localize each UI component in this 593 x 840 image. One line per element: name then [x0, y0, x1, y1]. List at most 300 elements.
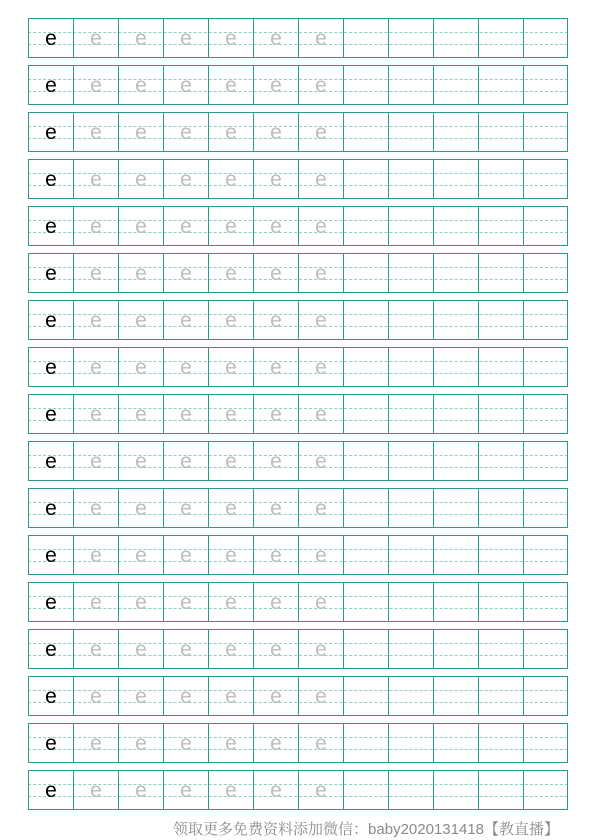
trace-letter: e: [225, 638, 237, 661]
blank-practice-cell: [433, 301, 478, 339]
practice-row: [28, 394, 568, 434]
trace-letter: e: [270, 450, 282, 473]
trace-letter: e: [180, 450, 192, 473]
trace-letter: e: [225, 215, 237, 238]
trace-letter: e: [135, 591, 147, 614]
trace-letter: e: [225, 262, 237, 285]
trace-letter-cell: [208, 677, 253, 715]
blank-practice-cell: [523, 724, 568, 762]
trace-letter: e: [225, 121, 237, 144]
model-letter-cell: [28, 301, 73, 339]
trace-letter-cell: [73, 66, 118, 104]
trace-letter-cell: [208, 489, 253, 527]
blank-practice-cell: [433, 160, 478, 198]
trace-letter-cell: [208, 207, 253, 245]
trace-letter: e: [90, 732, 102, 755]
blank-practice-cell: [343, 489, 388, 527]
trace-letter: e: [135, 27, 147, 50]
trace-letter: e: [135, 544, 147, 567]
trace-letter-cell: [118, 207, 163, 245]
blank-practice-cell: [433, 583, 478, 621]
blank-practice-cell: [388, 536, 433, 574]
trace-letter-cell: [73, 348, 118, 386]
trace-letter: e: [315, 450, 327, 473]
trace-letter: e: [90, 27, 102, 50]
trace-letter-cell: [163, 583, 208, 621]
trace-letter: e: [270, 121, 282, 144]
trace-letter-cell: [73, 677, 118, 715]
model-letter-cell: [28, 630, 73, 668]
model-letter-cell: [28, 583, 73, 621]
trace-letter: e: [315, 732, 327, 755]
blank-practice-cell: [523, 19, 568, 57]
trace-letter-cell: [163, 19, 208, 57]
trace-letter: e: [180, 497, 192, 520]
trace-letter: e: [225, 732, 237, 755]
blank-practice-cell: [478, 19, 523, 57]
blank-practice-cell: [343, 677, 388, 715]
trace-letter: e: [135, 450, 147, 473]
trace-letter: e: [135, 638, 147, 661]
blank-practice-cell: [523, 348, 568, 386]
blank-practice-cell: [343, 771, 388, 809]
trace-letter-cell: [253, 630, 298, 668]
model-letter: e: [45, 27, 57, 50]
blank-practice-cell: [523, 677, 568, 715]
practice-row: [28, 253, 568, 293]
trace-letter-cell: [118, 442, 163, 480]
blank-practice-cell: [523, 489, 568, 527]
trace-letter: e: [315, 544, 327, 567]
trace-letter: e: [135, 497, 147, 520]
blank-practice-cell: [523, 583, 568, 621]
blank-practice-cell: [478, 395, 523, 433]
trace-letter-cell: [73, 160, 118, 198]
model-letter-cell: [28, 724, 73, 762]
blank-practice-cell: [478, 442, 523, 480]
trace-letter-cell: [163, 395, 208, 433]
trace-letter-cell: [163, 348, 208, 386]
trace-letter-cell: [298, 254, 343, 292]
blank-practice-cell: [433, 771, 478, 809]
trace-letter: e: [180, 27, 192, 50]
blank-practice-cell: [523, 395, 568, 433]
practice-row: [28, 441, 568, 481]
trace-letter-cell: [298, 113, 343, 151]
trace-letter-cell: [298, 207, 343, 245]
trace-letter: e: [180, 309, 192, 332]
trace-letter-cell: [253, 160, 298, 198]
blank-practice-cell: [388, 630, 433, 668]
trace-letter: e: [270, 262, 282, 285]
trace-letter: e: [90, 450, 102, 473]
trace-letter-cell: [208, 66, 253, 104]
trace-letter-cell: [208, 301, 253, 339]
blank-practice-cell: [388, 348, 433, 386]
trace-letter: e: [315, 27, 327, 50]
trace-letter-cell: [253, 113, 298, 151]
blank-practice-cell: [388, 207, 433, 245]
trace-letter: e: [270, 779, 282, 802]
trace-letter: e: [90, 74, 102, 97]
trace-letter-cell: [73, 207, 118, 245]
trace-letter-cell: [163, 771, 208, 809]
trace-letter-cell: [208, 771, 253, 809]
trace-letter: e: [180, 732, 192, 755]
trace-letter: e: [180, 168, 192, 191]
trace-letter-cell: [208, 160, 253, 198]
blank-practice-cell: [523, 254, 568, 292]
blank-practice-cell: [433, 66, 478, 104]
blank-practice-cell: [478, 677, 523, 715]
blank-practice-cell: [478, 160, 523, 198]
model-letter-cell: [28, 348, 73, 386]
practice-row: [28, 770, 568, 810]
model-letter: e: [45, 732, 57, 755]
practice-row: [28, 347, 568, 387]
trace-letter: e: [135, 779, 147, 802]
blank-practice-cell: [343, 66, 388, 104]
blank-practice-cell: [388, 489, 433, 527]
trace-letter: e: [270, 168, 282, 191]
blank-practice-cell: [433, 395, 478, 433]
trace-letter: e: [225, 403, 237, 426]
trace-letter: e: [135, 121, 147, 144]
trace-letter: e: [270, 732, 282, 755]
blank-practice-cell: [478, 771, 523, 809]
model-letter-cell: [28, 489, 73, 527]
practice-row: [28, 676, 568, 716]
trace-letter-cell: [298, 348, 343, 386]
blank-practice-cell: [523, 301, 568, 339]
practice-row: [28, 535, 568, 575]
blank-practice-cell: [523, 113, 568, 151]
blank-practice-cell: [388, 442, 433, 480]
blank-practice-cell: [478, 301, 523, 339]
trace-letter-cell: [163, 160, 208, 198]
trace-letter-cell: [208, 113, 253, 151]
trace-letter-cell: [298, 301, 343, 339]
trace-letter-cell: [298, 724, 343, 762]
trace-letter-cell: [73, 395, 118, 433]
trace-letter-cell: [253, 207, 298, 245]
trace-letter-cell: [73, 536, 118, 574]
blank-practice-cell: [433, 254, 478, 292]
practice-row: [28, 65, 568, 105]
trace-letter-cell: [208, 19, 253, 57]
trace-letter: e: [315, 309, 327, 332]
trace-letter-cell: [163, 254, 208, 292]
blank-practice-cell: [388, 254, 433, 292]
trace-letter-cell: [253, 301, 298, 339]
blank-practice-cell: [343, 254, 388, 292]
trace-letter-cell: [253, 254, 298, 292]
blank-practice-cell: [478, 254, 523, 292]
trace-letter-cell: [298, 677, 343, 715]
blank-practice-cell: [388, 583, 433, 621]
trace-letter-cell: [118, 536, 163, 574]
blank-practice-cell: [343, 442, 388, 480]
trace-letter: e: [135, 685, 147, 708]
trace-letter-cell: [253, 66, 298, 104]
trace-letter-cell: [118, 113, 163, 151]
blank-practice-cell: [388, 301, 433, 339]
trace-letter: e: [270, 544, 282, 567]
blank-practice-cell: [388, 677, 433, 715]
blank-practice-cell: [433, 677, 478, 715]
model-letter-cell: [28, 395, 73, 433]
trace-letter-cell: [73, 442, 118, 480]
trace-letter: e: [315, 497, 327, 520]
trace-letter-cell: [253, 677, 298, 715]
trace-letter: e: [90, 779, 102, 802]
trace-letter: e: [315, 262, 327, 285]
trace-letter: e: [270, 685, 282, 708]
blank-practice-cell: [388, 395, 433, 433]
model-letter: e: [45, 74, 57, 97]
model-letter: e: [45, 685, 57, 708]
model-letter-cell: [28, 19, 73, 57]
model-letter: e: [45, 544, 57, 567]
blank-practice-cell: [478, 536, 523, 574]
model-letter: e: [45, 497, 57, 520]
practice-row: [28, 582, 568, 622]
blank-practice-cell: [523, 771, 568, 809]
blank-practice-cell: [523, 630, 568, 668]
trace-letter: e: [270, 497, 282, 520]
trace-letter: e: [315, 779, 327, 802]
trace-letter: e: [315, 685, 327, 708]
blank-practice-cell: [343, 301, 388, 339]
trace-letter: e: [90, 403, 102, 426]
trace-letter: e: [90, 591, 102, 614]
trace-letter: e: [90, 121, 102, 144]
trace-letter-cell: [163, 536, 208, 574]
trace-letter-cell: [118, 19, 163, 57]
trace-letter: e: [180, 356, 192, 379]
trace-letter-cell: [118, 254, 163, 292]
trace-letter: e: [90, 544, 102, 567]
model-letter: e: [45, 356, 57, 379]
trace-letter: e: [225, 685, 237, 708]
model-letter-cell: [28, 771, 73, 809]
trace-letter-cell: [118, 489, 163, 527]
practice-row: [28, 112, 568, 152]
blank-practice-cell: [433, 489, 478, 527]
trace-letter: e: [315, 591, 327, 614]
trace-letter: e: [90, 356, 102, 379]
trace-letter: e: [135, 403, 147, 426]
trace-letter: e: [270, 27, 282, 50]
model-letter-cell: [28, 113, 73, 151]
trace-letter-cell: [253, 771, 298, 809]
trace-letter-cell: [163, 724, 208, 762]
blank-practice-cell: [433, 113, 478, 151]
blank-practice-cell: [523, 66, 568, 104]
trace-letter: e: [225, 450, 237, 473]
trace-letter-cell: [208, 536, 253, 574]
trace-letter: e: [90, 215, 102, 238]
trace-letter-cell: [163, 66, 208, 104]
trace-letter-cell: [298, 536, 343, 574]
trace-letter-cell: [253, 536, 298, 574]
trace-letter: e: [135, 309, 147, 332]
blank-practice-cell: [433, 442, 478, 480]
trace-letter-cell: [73, 630, 118, 668]
trace-letter-cell: [163, 301, 208, 339]
blank-practice-cell: [478, 630, 523, 668]
model-letter: e: [45, 215, 57, 238]
model-letter-cell: [28, 442, 73, 480]
trace-letter-cell: [253, 442, 298, 480]
practice-row: [28, 18, 568, 58]
trace-letter-cell: [118, 160, 163, 198]
blank-practice-cell: [523, 536, 568, 574]
trace-letter: e: [180, 591, 192, 614]
model-letter-cell: [28, 207, 73, 245]
blank-practice-cell: [478, 66, 523, 104]
blank-practice-cell: [343, 348, 388, 386]
model-letter: e: [45, 121, 57, 144]
trace-letter: e: [270, 74, 282, 97]
trace-letter-cell: [118, 724, 163, 762]
trace-letter: e: [135, 168, 147, 191]
blank-practice-cell: [388, 771, 433, 809]
trace-letter: e: [225, 168, 237, 191]
trace-letter: e: [90, 262, 102, 285]
trace-letter-cell: [253, 395, 298, 433]
trace-letter: e: [180, 685, 192, 708]
trace-letter-cell: [73, 771, 118, 809]
trace-letter-cell: [73, 583, 118, 621]
trace-letter-cell: [298, 66, 343, 104]
blank-practice-cell: [343, 630, 388, 668]
trace-letter-cell: [208, 724, 253, 762]
trace-letter: e: [315, 168, 327, 191]
trace-letter: e: [315, 638, 327, 661]
blank-practice-cell: [343, 160, 388, 198]
trace-letter-cell: [253, 19, 298, 57]
blank-practice-cell: [388, 113, 433, 151]
blank-practice-cell: [388, 160, 433, 198]
trace-letter-cell: [118, 395, 163, 433]
trace-letter-cell: [208, 254, 253, 292]
blank-practice-cell: [433, 207, 478, 245]
model-letter: e: [45, 168, 57, 191]
trace-letter-cell: [298, 771, 343, 809]
trace-letter-cell: [298, 160, 343, 198]
blank-practice-cell: [478, 583, 523, 621]
trace-letter: e: [270, 638, 282, 661]
blank-practice-cell: [478, 113, 523, 151]
trace-letter-cell: [208, 630, 253, 668]
blank-practice-cell: [343, 724, 388, 762]
trace-letter: e: [180, 74, 192, 97]
blank-practice-cell: [388, 19, 433, 57]
blank-practice-cell: [343, 113, 388, 151]
model-letter: e: [45, 779, 57, 802]
trace-letter-cell: [163, 489, 208, 527]
trace-letter-cell: [118, 583, 163, 621]
trace-letter-cell: [73, 489, 118, 527]
model-letter: e: [45, 403, 57, 426]
trace-letter: e: [135, 74, 147, 97]
blank-practice-cell: [343, 536, 388, 574]
trace-letter: e: [180, 638, 192, 661]
blank-practice-cell: [478, 489, 523, 527]
blank-practice-cell: [478, 207, 523, 245]
trace-letter-cell: [118, 348, 163, 386]
trace-letter: e: [270, 356, 282, 379]
blank-practice-cell: [433, 536, 478, 574]
trace-letter-cell: [118, 301, 163, 339]
trace-letter: e: [90, 497, 102, 520]
trace-letter-cell: [163, 677, 208, 715]
blank-practice-cell: [433, 19, 478, 57]
trace-letter: e: [270, 215, 282, 238]
trace-letter: e: [180, 262, 192, 285]
model-letter-cell: [28, 66, 73, 104]
trace-letter-cell: [298, 630, 343, 668]
trace-letter: e: [225, 74, 237, 97]
trace-letter-cell: [118, 630, 163, 668]
blank-practice-cell: [343, 19, 388, 57]
trace-letter-cell: [208, 348, 253, 386]
blank-practice-cell: [343, 207, 388, 245]
trace-letter: e: [225, 309, 237, 332]
blank-practice-cell: [388, 66, 433, 104]
blank-practice-cell: [523, 160, 568, 198]
trace-letter: e: [135, 356, 147, 379]
trace-letter: e: [225, 27, 237, 50]
trace-letter-cell: [73, 19, 118, 57]
trace-letter: e: [135, 262, 147, 285]
practice-row: [28, 629, 568, 669]
trace-letter-cell: [298, 395, 343, 433]
trace-letter-cell: [118, 677, 163, 715]
practice-row: [28, 488, 568, 528]
trace-letter: e: [90, 168, 102, 191]
trace-letter-cell: [73, 113, 118, 151]
trace-letter-cell: [208, 395, 253, 433]
trace-letter-cell: [298, 489, 343, 527]
trace-letter-cell: [253, 489, 298, 527]
practice-row: [28, 206, 568, 246]
trace-letter-cell: [163, 207, 208, 245]
model-letter: e: [45, 309, 57, 332]
trace-letter-cell: [208, 442, 253, 480]
trace-letter: e: [315, 403, 327, 426]
trace-letter: e: [270, 309, 282, 332]
trace-letter: e: [225, 356, 237, 379]
trace-letter-cell: [298, 583, 343, 621]
trace-letter-cell: [118, 771, 163, 809]
trace-letter: e: [180, 215, 192, 238]
trace-letter: e: [225, 497, 237, 520]
blank-practice-cell: [433, 348, 478, 386]
trace-letter-cell: [73, 724, 118, 762]
trace-letter-cell: [253, 583, 298, 621]
trace-letter: e: [270, 591, 282, 614]
practice-row: [28, 159, 568, 199]
trace-letter: e: [90, 309, 102, 332]
trace-letter-cell: [73, 254, 118, 292]
trace-letter-cell: [73, 301, 118, 339]
model-letter-cell: [28, 160, 73, 198]
blank-practice-cell: [478, 348, 523, 386]
trace-letter: e: [135, 215, 147, 238]
blank-practice-cell: [523, 207, 568, 245]
